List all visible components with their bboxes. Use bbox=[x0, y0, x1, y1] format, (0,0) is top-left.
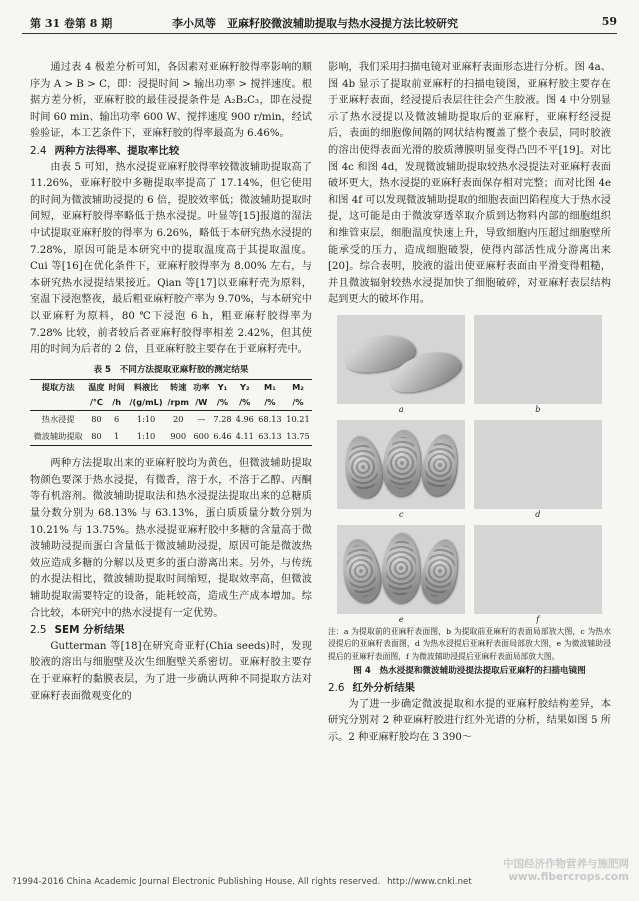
section-heading-2-6: 2.6 红外分析结果 bbox=[328, 682, 415, 694]
figure-caption: 图 4 热水浸提和微波辅助浸提法提取后亚麻籽的扫描电镜图 bbox=[353, 666, 586, 677]
paragraph: 两种方法提取出来的亚麻籽胶均为黄色，但微波辅助提取物颜色要深于热水浸提，有微香，溶于水，不溶于乙醇、丙酮等有机溶剂。微波辅助提取法和热水浸提法提取出来的总糖质量分数分别为 68.13% 与 63.13%，蛋白质质量分数分别为 10.21% 与 13.75%。热水浸提亚麻籽胶中多糖的含量高于微波辅助浸提而蛋白含量低于微波辅助浸提，原因可能是微波热效应造成多糖的分解以及更多的蛋白游离出来。另外，与传统的水提法相比，微波辅助提取时间缩短，提取效率高，但微波辅助提取需要特定的设备，能耗较高，造成生产成本增加。综合比较，本研究中的热水浸提有一定优势。 bbox=[30, 458, 312, 619]
figure-note: 注：a 为提取前的亚麻籽表面图，b 为提取前亚麻籽的表面局部放大图，c 为热水浸提后的亚麻籽表面图，d 为热水浸提后亚麻籽表面局部放大图，e 为微波辅助浸提后的亚麻籽表面图，f 为微波辅助浸提后亚麻籽表面局部放大图。 bbox=[328, 626, 611, 661]
watermark: 中国经济作物营养与施肥网 www.fibercrops.com bbox=[503, 858, 629, 883]
paragraph: 影响，我们采用扫描电镜对亚麻籽表面形态进行分析。图 4a、图 4b 显示了提取前亚麻籽的扫描电镜图，亚麻籽胶主要存在于亚麻籽表面，经浸提后表层往往会产生胶液。图 4 中分别显示了热水浸提以及微波辅助提取后的亚麻籽，亚麻籽经浸提后，表面的细胞像间隔的网状结构覆盖了整个表层，同时胶液的溶出使得表面光滑的胶质薄膜明显变得凸凹不平[19]。对比图 4c 和图 4d，发现微波辅助提取较热水浸提法对亚麻籽表面破坏更大，热水浸提的亚麻籽表面保存相对完整；而对比图 4e 和图 4f 可以发现微波辅助提取的细胞表面凹陷程度大于热水浸提，这可能是由于微波穿透萃取介质到达物料内部的细胞组织和维管束层，细胞温度快速上升，导致细胞内压超过细胞壁所能承受的压力，造成细胞破裂，使得内部活性成分游离出来[20]。综合表明，胶液的溢出使亚麻籽表面由平滑变得粗糙，并且微波辐射较热水浸提加快了细胞破碎，对亚麻籽表层结构起到更大的破坏作用。 bbox=[328, 62, 611, 306]
sem-panel-f: f bbox=[473, 525, 604, 626]
left-column bbox=[30, 60, 312, 705]
paragraph: 为了进一步确定微波提取和水提的亚麻籽胶结构差异，本研究分别对 2 种亚麻籽胶进行红外光谱的分析，结果如图 5 所示。2 种亚麻籽胶均在 3 390～ bbox=[328, 698, 611, 743]
running-header bbox=[22, 11, 617, 33]
results-table bbox=[30, 379, 312, 446]
header-rule bbox=[22, 33, 617, 34]
table-row: 微波辅助提取 80 1 1:10 900 600 6.46 4.11 63.13 13.75 bbox=[30, 428, 312, 446]
sem-panel-a: a bbox=[336, 315, 467, 416]
sem-image bbox=[337, 420, 465, 509]
section-heading-2-4: 2.4 两种方法得率、提取率比较 bbox=[30, 144, 180, 157]
section-heading-2-5: 2.5 SEM 分析结果 bbox=[30, 624, 125, 637]
paragraph: 通过表 4 极差分析可知，各因素对亚麻籽胶得率影响的顺序为 A > B > C，即：浸提时间 > 输出功率 > 搅拌速度。根据方差分析，亚麻籽胶的最佳浸提条件是 A₂B₂C₃，即在浸提时间 60 min、输出功率 600 W、搅拌速度 900 r/min，经试验验证，本工艺条件下，亚麻籽胶的得率最高为 6.46%。 bbox=[30, 62, 312, 140]
sem-panel-e: e bbox=[336, 525, 467, 626]
right-column bbox=[328, 60, 611, 746]
paragraph: Gutterman 等[18]在研究奇亚籽(Chia seeds)时，发现胶液的溶出与细胞壁及次生细胞壁关系密切。亚麻籽胶主要存在于亚麻籽的黏膜表层，为了进一步确认两种不同提取方法对亚麻籽表面微观变化的 bbox=[30, 640, 312, 702]
sem-image bbox=[474, 315, 602, 404]
table-row: 热水浸提 80 6 1:10 20 — 7.28 4.96 68.13 10.21 bbox=[41, 414, 310, 425]
sem-figure bbox=[328, 315, 611, 680]
table-header-row: 提取方法 温度 时间 料液比 转速 功率 Y₁ Y₂ M₁ M₂ bbox=[30, 380, 312, 396]
sem-panel-b: b bbox=[473, 315, 604, 416]
sem-image bbox=[474, 420, 602, 509]
sem-image bbox=[337, 525, 465, 614]
sem-panel-d: d bbox=[473, 420, 604, 521]
sem-image bbox=[337, 315, 465, 404]
sem-panel-c: c bbox=[336, 420, 467, 521]
journal-issue: 第 31 卷第 8 期 bbox=[30, 17, 113, 30]
paragraph: 由表 5 可知，热水浸提亚麻籽胶得率较微波辅助提取高了 11.26%，亚麻籽胶中多糖提取率提高了 17.14%，但它使用的时间为微波辅助浸提的 6 倍，提胶效率低；微波辅助提取时间短，亚麻籽胶得率略低于热水浸提。叶显等[15]报道的湿法中试提取亚麻籽胶的得率为 6.26%，略低于本研究热水浸提的 7.28%，原因可能是本研究中的提取温度高于其提取温度。Cui 等[16]在优化条件下，亚麻籽胶得率为 8.00% 左右，与本研究热水浸提结果接近。Qian 等[17]以亚麻籽壳为原料，室温下浸泡整夜，最后粗亚麻籽胶产率为 9.70%，与本研究中以亚麻籽为原料，80 ℃下浸泡 6 h，粗亚麻籽胶得率为 7.28% 比较，前者较后者亚麻籽胶得率相差 2.42%，但其使用的时间为后者的 2 倍，且亚麻籽胶主要存在于亚麻籽壳中。 bbox=[30, 161, 312, 356]
copyright-text: ?1994-2016 China Academic Journal Electronic Publishing House. All rights reserved. bbox=[12, 877, 381, 887]
running-title: 李小凤等 亚麻籽胶微波辅助提取与热水浸提方法比较研究 bbox=[172, 17, 458, 30]
table-unit-row: /℃ /h /(g/mL) /rpm /W /% /% /% /% bbox=[30, 395, 312, 411]
table-caption: 表 5 不同方法提取亚麻籽胶的测定结果 bbox=[93, 364, 249, 375]
footer-link[interactable]: http://www.cnki.net bbox=[387, 877, 472, 887]
copyright-footer bbox=[12, 877, 472, 887]
sem-image bbox=[474, 525, 602, 614]
page-number: 59 bbox=[601, 15, 617, 28]
